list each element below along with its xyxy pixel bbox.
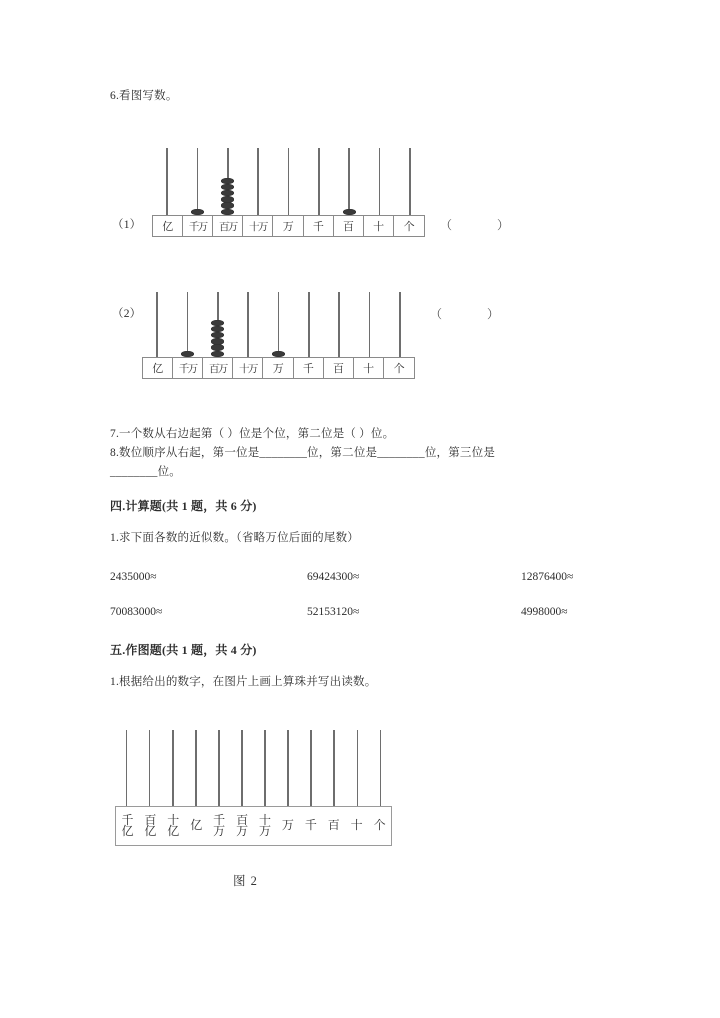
abacus-rod bbox=[149, 730, 151, 806]
abacus-rod bbox=[357, 730, 359, 806]
question-6-item-1-label: （1） bbox=[112, 219, 142, 231]
abacus-place-cell: 千 bbox=[294, 358, 324, 378]
abacus-place-char: 千 bbox=[213, 812, 226, 827]
abacus-diagram-2 bbox=[142, 292, 415, 380]
question-8-text-line-1: 8.数位顺序从右起，第一位是________位，第二位是________位，第三位是 bbox=[110, 447, 496, 459]
answer-paren-close: ） bbox=[487, 307, 501, 321]
question-6-item-2-label: （2） bbox=[112, 308, 142, 320]
section-five-heading: 五.作图题(共 1 题，共 4 分) bbox=[110, 643, 257, 657]
abacus-rod bbox=[379, 148, 381, 215]
answer-paren-open: （ bbox=[440, 218, 454, 232]
abacus-place-cell: 千 bbox=[304, 818, 317, 833]
abacus-place-char: 千 bbox=[121, 812, 134, 827]
abacus-rod bbox=[310, 730, 312, 806]
abacus-rod bbox=[318, 148, 320, 215]
abacus-rod bbox=[172, 730, 174, 806]
approx-number-3: 12876400≈ bbox=[521, 571, 574, 583]
abacus-rod bbox=[247, 292, 249, 357]
abacus-rod bbox=[126, 730, 128, 806]
abacus-place-cell bbox=[162, 807, 185, 845]
answer-paren-close: ） bbox=[497, 218, 511, 232]
abacus-bead bbox=[221, 184, 234, 191]
abacus-rod bbox=[348, 148, 350, 215]
question-6-text: 6.看图写数。 bbox=[110, 90, 178, 102]
abacus-place-cell: 十万 bbox=[243, 216, 273, 236]
abacus-place-cell: 万 bbox=[273, 216, 303, 236]
abacus-rod bbox=[399, 292, 401, 357]
abacus-rod bbox=[166, 148, 168, 215]
abacus-place-cell: 十 bbox=[364, 216, 394, 236]
abacus-bead bbox=[211, 326, 224, 333]
abacus-bead bbox=[211, 338, 224, 345]
abacus-place-cell: 十万 bbox=[233, 358, 263, 378]
abacus-bead bbox=[221, 196, 234, 203]
abacus-place-cell: 万 bbox=[263, 358, 293, 378]
abacus-rod bbox=[287, 730, 289, 806]
abacus-rod bbox=[197, 148, 199, 215]
abacus-place-cell bbox=[208, 807, 231, 845]
abacus-place-char: 百 bbox=[144, 812, 157, 827]
abacus-place-cell: 亿 bbox=[143, 358, 173, 378]
abacus-place-char: 十 bbox=[258, 812, 271, 827]
approx-number-5: 52153120≈ bbox=[307, 606, 360, 618]
abacus-place-cell: 亿 bbox=[153, 216, 183, 236]
abacus-rod bbox=[195, 730, 197, 806]
abacus-rod bbox=[288, 148, 290, 215]
abacus-place-cell: 万 bbox=[281, 818, 294, 833]
abacus-place-cell: 千万 bbox=[183, 216, 213, 236]
abacus-rod bbox=[369, 292, 371, 357]
approx-number-6: 4998000≈ bbox=[521, 606, 568, 618]
abacus-rod bbox=[338, 292, 340, 357]
question-6-item-1-answer-blank[interactable] bbox=[440, 216, 510, 233]
abacus-place-cell: 千 bbox=[304, 216, 334, 236]
abacus-place-cell bbox=[139, 807, 162, 845]
abacus-rod bbox=[278, 292, 280, 357]
abacus-rod bbox=[409, 148, 411, 215]
section-five-question-1: 1.根据给出的数字，在图片上画上算珠并写出读数。 bbox=[110, 676, 377, 688]
abacus-place-cell bbox=[254, 807, 277, 845]
figure-2-caption: 图 2 bbox=[233, 874, 258, 888]
abacus-place-cell: 百 bbox=[334, 216, 364, 236]
abacus-bead bbox=[211, 320, 224, 327]
abacus-bead bbox=[221, 202, 234, 209]
abacus-place-char: 亿 bbox=[144, 824, 157, 838]
abacus-rod bbox=[241, 730, 243, 806]
abacus-place-char: 十 bbox=[167, 812, 180, 827]
abacus-place-cell: 十 bbox=[354, 358, 384, 378]
abacus-place-cell: 个 bbox=[393, 363, 405, 375]
abacus-place-char: 亿 bbox=[121, 824, 134, 838]
abacus-place-char: 百 bbox=[236, 812, 249, 827]
abacus-3-place-labels bbox=[115, 806, 392, 846]
abacus-rod bbox=[156, 292, 158, 357]
abacus-bead bbox=[221, 178, 234, 185]
abacus-place-cell: 百 bbox=[324, 358, 354, 378]
abacus-diagram-1 bbox=[152, 148, 425, 238]
abacus-rod bbox=[380, 730, 382, 806]
abacus-place-cell: 个 bbox=[373, 818, 386, 833]
approx-number-1: 2435000≈ bbox=[110, 571, 157, 583]
question-8-text-line-2: ________位。 bbox=[110, 466, 181, 478]
abacus-place-cell: 百 bbox=[327, 818, 340, 833]
abacus-rod bbox=[264, 730, 266, 806]
abacus-place-cell: 亿 bbox=[190, 818, 203, 833]
abacus-rod bbox=[187, 292, 189, 357]
abacus-place-char: 万 bbox=[236, 824, 249, 838]
abacus-2-place-labels bbox=[142, 357, 415, 379]
abacus-place-cell bbox=[231, 807, 254, 845]
abacus-bead bbox=[211, 344, 224, 351]
approx-number-4: 70083000≈ bbox=[110, 606, 163, 618]
abacus-rod bbox=[218, 730, 220, 806]
abacus-bead bbox=[211, 332, 224, 339]
approx-number-2: 69424300≈ bbox=[307, 571, 360, 583]
abacus-place-cell: 千万 bbox=[173, 358, 203, 378]
abacus-rod bbox=[257, 148, 259, 215]
section-four-question-1: 1.求下面各数的近似数。（省略万位后面的尾数） bbox=[110, 532, 359, 544]
abacus-place-cell: 百万 bbox=[203, 358, 233, 378]
abacus-place-char: 万 bbox=[213, 824, 226, 838]
abacus-place-char: 万 bbox=[258, 824, 271, 838]
abacus-place-char: 亿 bbox=[167, 824, 180, 838]
abacus-place-cell: 个 bbox=[403, 221, 415, 233]
abacus-rod bbox=[308, 292, 310, 357]
abacus-place-cell: 十 bbox=[350, 818, 363, 833]
abacus-bead bbox=[221, 190, 234, 197]
answer-paren-open: （ bbox=[430, 307, 444, 321]
abacus-rod bbox=[333, 730, 335, 806]
section-four-heading: 四.计算题(共 1 题，共 6 分) bbox=[110, 499, 257, 513]
abacus-place-cell bbox=[116, 807, 139, 845]
question-7-text: 7.一个数从右边起第（ ）位是个位，第二位是（ ）位。 bbox=[110, 428, 395, 440]
question-6-item-2-answer-blank[interactable] bbox=[430, 305, 500, 322]
abacus-1-place-labels bbox=[152, 215, 425, 237]
abacus-diagram-3 bbox=[115, 730, 392, 846]
abacus-place-cell: 百万 bbox=[213, 216, 243, 236]
